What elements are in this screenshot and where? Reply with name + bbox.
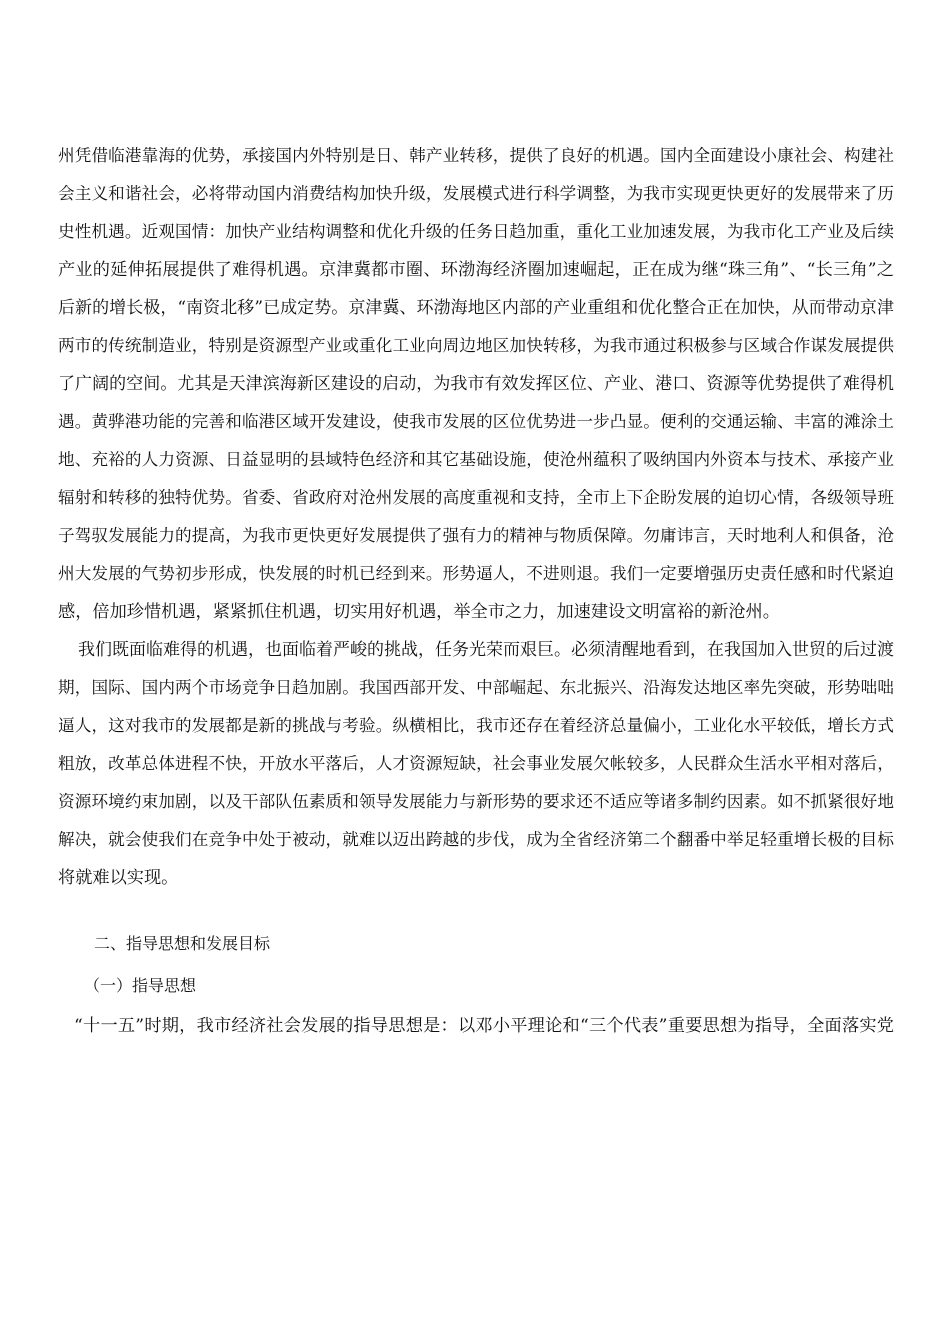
text-line: 州大发展的气势初步形成，快发展的时机已经到来。形势逼人，不进则退。我们一定要增强历史责任感和时代紧迫 [58,564,894,583]
text-line: 粗放，改革总体进程不快，开放水平落后，人才资源短缺，社会事业发展欠帐较多，人民群众生活水平相对落后， [58,754,894,773]
text-line: 地、充裕的人力资源、日益显明的县域特色经济和其它基础设施，使沧州蕴积了吸纳国内外资本与技术、承接产业 [58,450,894,469]
text-line: 遇。黄骅港功能的完善和临港区域开发建设，使我市发展的区位优势进一步凸显。便利的交通运输、丰富的滩涂土 [58,412,894,431]
text-line: 史性机遇。近观国情：加快产业结构调整和优化升级的任务日趋加重，重化工业加速发展，为我市化工产业及后续 [58,222,894,241]
text-line: “十一五”时期，我市经济社会发展的指导思想是：以邓小平理论和“三个代表”重要思想为指导，全面落实党 [74,1016,894,1036]
text-line: 逼人，这对我市的发展都是新的挑战与考验。纵横相比，我市还存在着经济总量偏小，工业化水平较低，增长方式 [58,716,894,735]
subsection-heading: （一）指导思想 [84,976,197,995]
text-line: 辐射和转移的独特优势。省委、省政府对沧州发展的高度重视和支持，全市上下企盼发展的迫切心情，各级领导班 [58,488,894,507]
text-line: 产业的延伸拓展提供了难得机遇。京津冀都市圈、环渤海经济圈加速崛起，正在成为继“珠三角”、“长三角”之 [58,260,894,280]
text-line: 我们既面临难得的机遇，也面临着严峻的挑战，任务光荣而艰巨。必须清醒地看到，在我国加入世贸的后过渡 [78,640,894,660]
section-heading: 二、指导思想和发展目标 [94,934,271,953]
text-line: 感，倍加珍惜机遇，紧紧抓住机遇，切实用好机遇，举全市之力，加速建设文明富裕的新沧州。 [58,602,780,622]
text-line: 期，国际、国内两个市场竞争日趋加剧。我国西部开发、中部崛起、东北振兴、沿海发达地区率先突破，形势咄咄 [58,678,894,697]
text-line: 两市的传统制造业，特别是资源型产业或重化工业向周边地区加快转移，为我市通过积极参与区域合作谋发展提供 [58,336,894,355]
text-line: 州凭借临港靠海的优势，承接国内外特别是日、韩产业转移，提供了良好的机遇。国内全面建设小康社会、构建社 [58,146,894,165]
text-line: 了广阔的空间。尤其是天津滨海新区建设的启动，为我市有效发挥区位、产业、港口、资源等优势提供了难得机 [58,374,894,394]
text-line: 资源环境约束加剧，以及干部队伍素质和领导发展能力与新形势的要求还不适应等诸多制约因素。如不抓紧很好地 [58,792,894,811]
text-line: 会主义和谐社会，必将带动国内消费结构加快升级，发展模式进行科学调整，为我市实现更快更好的发展带来了历 [58,184,894,203]
text-line: 解决，就会使我们在竞争中处于被动，就难以迈出跨越的步伐，成为全省经济第二个翻番中举足轻重增长极的目标 [58,830,894,849]
text-line: 后新的增长极，“南资北移”已成定势。京津冀、环渤海地区内部的产业重组和优化整合正在加快，从而带动京津 [58,298,894,318]
text-line: 将就难以实现。 [58,868,179,888]
text-line: 子驾驭发展能力的提高，为我市更快更好发展提供了强有力的精神与物质保障。勿庸讳言，天时地利人和俱备，沧 [58,526,894,545]
